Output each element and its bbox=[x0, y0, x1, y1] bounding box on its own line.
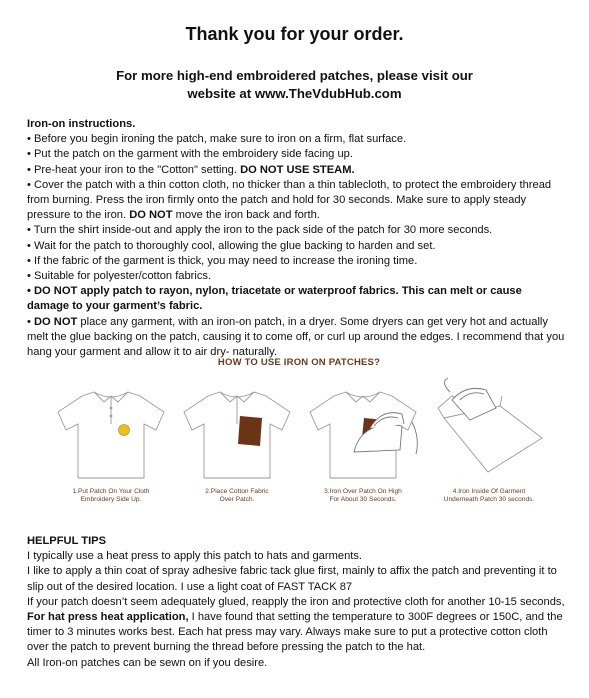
instruction-emphasis: DO NOT USE STEAM. bbox=[240, 163, 355, 176]
tip-paragraph: I like to apply a thin coat of spray adhesive fabric tack glue first, mainly to affix the patch and preventing it to slip out of the desired location. I use a light coat of FAST TACK 87 bbox=[27, 565, 557, 593]
inside-out-ironing-illustration bbox=[430, 378, 548, 488]
instruction-emphasis: DO NOT bbox=[129, 209, 173, 222]
promo-line-1: For more high-end embroidered patches, please visit our bbox=[116, 68, 473, 83]
step-2-caption bbox=[178, 488, 296, 504]
instruction-text: • bbox=[27, 315, 34, 328]
step-1-caption bbox=[52, 488, 170, 504]
step-3-caption bbox=[304, 488, 422, 504]
step-caption-line: For About 30 Seconds. bbox=[329, 496, 397, 503]
step-1-panel bbox=[52, 378, 170, 514]
step-caption-line: 4.Iron Inside Of Garment bbox=[452, 488, 526, 495]
page-title: Thank you for your order. bbox=[185, 24, 404, 44]
instruction-item bbox=[27, 178, 565, 224]
instruction-emphasis: DO NOT bbox=[34, 315, 78, 328]
ironing-shirt-illustration bbox=[304, 378, 422, 488]
tip-paragraph: If your patch doesn’t seem adequately glued, reapply the iron and protective cloth for another 10-15 seconds, bbox=[27, 595, 565, 608]
tip-paragraph: All Iron-on patches can be sewn on if you desire. bbox=[27, 656, 268, 669]
step-caption-line: Underneath Patch 30 seconds. bbox=[443, 496, 535, 503]
instruction-text: • Cover the patch with a thin cotton cloth, no thicker than a thin tablecloth, to protect the embroidery thread from burning. Press the iron firmly onto the patch and hold for 30 seconds. Make sure to apply steady pressure to the iron. bbox=[27, 178, 552, 222]
tip-emphasis: For hat press heat application, bbox=[27, 611, 189, 624]
tip-paragraph bbox=[27, 610, 565, 656]
patch-icon bbox=[119, 425, 130, 436]
instructions-heading: Iron-on instructions. bbox=[27, 118, 136, 130]
instruction-item: • Before you begin ironing the patch, make sure to iron on a firm, flat surface. bbox=[27, 133, 407, 146]
instruction-warning: • DO NOT apply patch to rayon, nylon, triacetate or waterproof fabrics. This can melt or cause damage to your garment’s fabric. bbox=[27, 285, 522, 313]
instruction-text: place any garment, with an iron-on patch, in a dryer. Some dryers can get very hot and actually melt the glue backing on the patch, causing it to come off, or curl up around the edges. I recommend that you hang your garment and allow it to air dry- naturally. bbox=[27, 315, 565, 359]
step-caption-line: Over Patch. bbox=[219, 496, 255, 503]
instruction-item: • Put the patch on the garment with the embroidery side facing up. bbox=[27, 148, 353, 161]
promo-line-2: website at www.TheVdubHub.com bbox=[187, 86, 402, 101]
instruction-item: • Suitable for polyester/cotton fabrics. bbox=[27, 270, 212, 283]
cotton-cloth-icon bbox=[238, 416, 262, 446]
diagram-title: HOW TO USE IRON ON PATCHES? bbox=[217, 357, 381, 368]
step-caption-line: 1.Put Patch On Your Cloth bbox=[72, 488, 150, 495]
step-caption-line: 3.Iron Over Patch On High bbox=[324, 488, 402, 495]
step-3-panel bbox=[304, 378, 422, 514]
step-4-panel bbox=[430, 378, 548, 514]
instruction-item: • Wait for the patch to thoroughly cool, allowing the glue backing to harden and set. bbox=[27, 239, 436, 252]
step-caption-line: 2.Place Cotton Fabric bbox=[205, 488, 269, 495]
iron-on-diagram bbox=[52, 354, 546, 514]
helpful-tips bbox=[27, 534, 565, 671]
instruction-item bbox=[27, 163, 565, 178]
instruction-item: • If the fabric of the garment is thick, you may need to increase the ironing time. bbox=[27, 254, 418, 267]
shirt-with-cloth-illustration bbox=[178, 378, 296, 488]
shirt-with-patch-illustration bbox=[52, 378, 170, 488]
instruction-item: • Turn the shirt inside-out and apply the iron to the pack side of the patch for 30 more seconds. bbox=[27, 224, 493, 237]
step-caption-line: Embroidery Side Up. bbox=[80, 496, 142, 503]
iron-icon bbox=[444, 378, 496, 420]
website-promo bbox=[60, 67, 529, 103]
step-2-panel bbox=[178, 378, 296, 514]
instruction-text: move the iron back and forth. bbox=[172, 209, 320, 222]
tips-heading: HELPFUL TIPS bbox=[27, 535, 107, 547]
tip-paragraph: I typically use a heat press to apply this patch to hats and garments. bbox=[27, 550, 363, 563]
tip-text: I have found that setting the temperature to 300F degrees or 150C, and the timer to 3 minutes works best. Each hat press may vary. Always make sure to put a protective cotton cloth over the patch to prevent burning the thread before pressing the patch to the hat. bbox=[27, 611, 563, 654]
step-4-caption bbox=[430, 488, 548, 504]
instruction-text: • Pre-heat your iron to the "Cotton" setting. bbox=[27, 163, 241, 176]
iron-on-instructions bbox=[27, 117, 565, 360]
